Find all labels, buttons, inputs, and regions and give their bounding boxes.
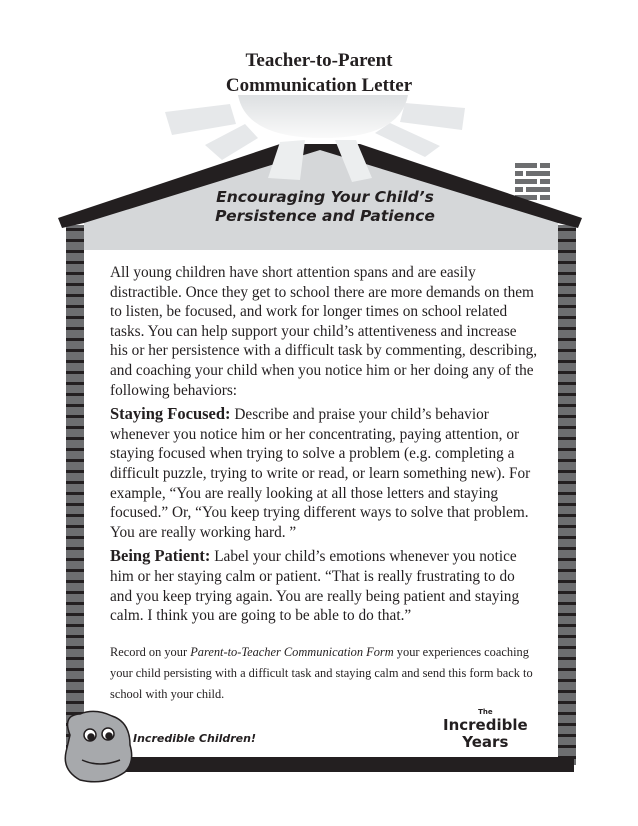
chimney-icon bbox=[515, 163, 550, 200]
letter-subtitle bbox=[150, 188, 500, 226]
patient-heading: Being Patient: bbox=[110, 546, 211, 566]
page-title bbox=[0, 48, 638, 98]
title-line-2: Communication Letter bbox=[225, 75, 413, 96]
tagline: Incredible Children! bbox=[133, 732, 256, 745]
record-instructions bbox=[110, 642, 538, 705]
form-name: Parent-to-Teacher Communication Form bbox=[190, 644, 394, 659]
left-wall bbox=[66, 225, 84, 765]
subtitle-line-1: Encouraging Your Child’s bbox=[216, 188, 434, 206]
floor-bar bbox=[84, 757, 574, 772]
focused-paragraph bbox=[110, 404, 538, 542]
letter-body bbox=[110, 263, 538, 630]
logo-incredible: Incredible bbox=[443, 716, 528, 734]
patient-paragraph bbox=[110, 546, 538, 625]
logo-the: The bbox=[478, 708, 493, 716]
focused-heading: Staying Focused: bbox=[110, 404, 231, 424]
dragon-mascot-icon bbox=[65, 711, 131, 781]
logo-years: Years bbox=[462, 733, 509, 751]
record-pre: Record on your bbox=[110, 644, 191, 659]
letter-content bbox=[110, 263, 538, 705]
title-line-1: Teacher-to-Parent bbox=[245, 50, 393, 71]
incredible-years-logo bbox=[443, 708, 528, 751]
subtitle-line-2: Persistence and Patience bbox=[215, 207, 435, 225]
patient-text: Label your child’s emotions whenever you notice him or her staying calm or patient. “That is really frustrating to do and you keep trying again. You are really being patient and staying calm. I think you are going to be able to do that.” bbox=[110, 548, 520, 625]
right-wall bbox=[558, 225, 576, 765]
intro-paragraph: All young children have short attention spans and are easily distractible. Once they get to school there are more demands on them to listen, be focused, and work for longer times on school related tasks. You can help support your child’s attentiveness and increase his or her persistence with a difficult task by commenting, describing, and coaching your child when you notice him or her doing any of the following behaviors: bbox=[110, 264, 538, 399]
record-post: your experiences coaching your child persisting with a difficult task and staying calm and send this form back to school with your child. bbox=[110, 644, 533, 701]
focused-text: Describe and praise your child’s behavior whenever you notice him or her concentrating, paying attention, or staying focused when trying to solve a problem (e.g. completing a difficult puzzle, trying to write or read, or learn something new). For example, “You are really looking at all those letters and staying focused.” Or, “You keep trying different ways to solve that problem. You are really working hard. ” bbox=[110, 406, 531, 541]
